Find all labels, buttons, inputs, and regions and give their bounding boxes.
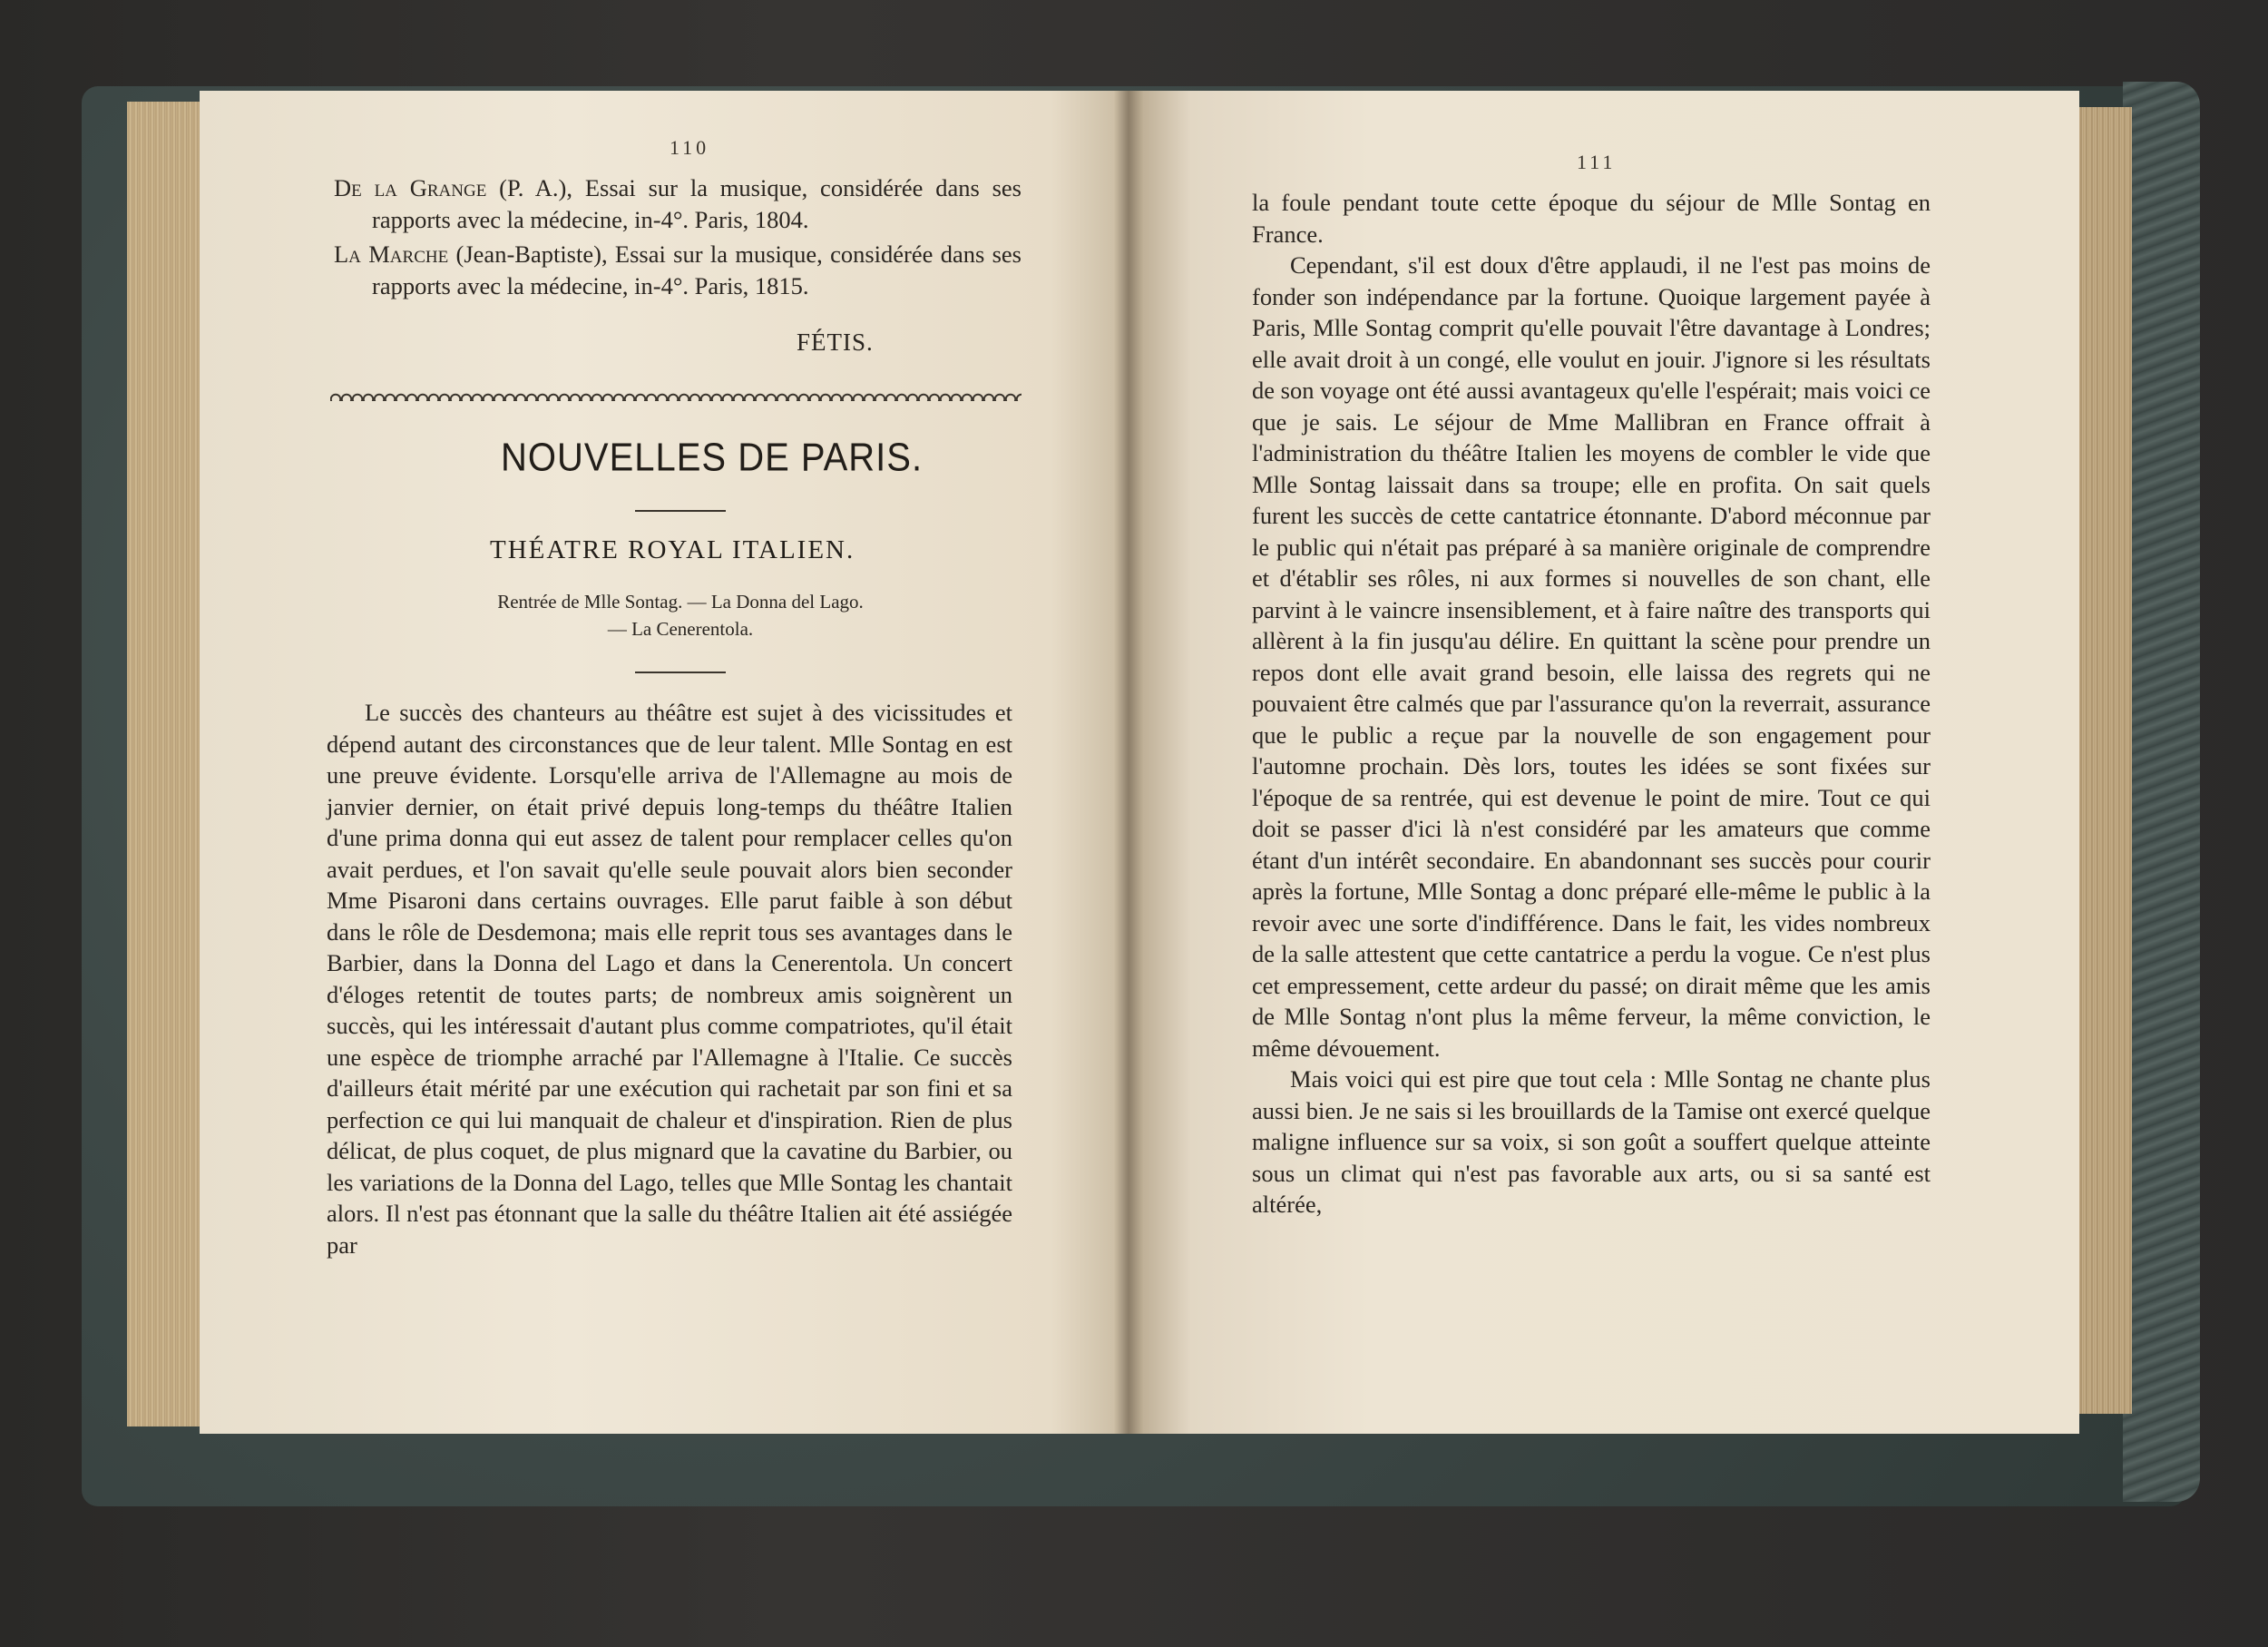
bibliography-text: (P. A.), Essai sur la musique, considérée dans ses rapports avec la médecine, in-4°. Paris, 1804. bbox=[372, 174, 1022, 233]
bibliography-entry bbox=[334, 172, 1022, 235]
author-signature: FÉTIS. bbox=[797, 328, 874, 356]
page-edges-left bbox=[127, 102, 200, 1426]
bibliography-text: (Jean-Baptiste), Essai sur la musique, considérée dans ses rapports avec la médecine, in-4°. Paris, 1815. bbox=[372, 240, 1022, 299]
article-subtitle bbox=[399, 588, 962, 642]
body-paragraph: Cependant, s'il est doux d'être applaudi, il ne l'est pas moins de fonder son indépendance par la fortune. Quoique largement payée à Paris, Mlle Sontag comprit qu'elle pouvait l'être davantage à Londres; elle avait droit à un congé, elle voulut en jouir. J'ignore si les résultats de son voyage ont été aussi avantageux qu'elle l'espérait; mais voici ce que je sais. Le séjour de Mme Mallibran en France offrait à l'administration du théâtre Italien les moyens de combler le vide que Mlle Sontag laissait dans sa troupe; elle en profita. On sait quels furent les succès de cette cantatrice étonnante. D'abord méconnue par le public qui n'était pas préparé à sa manière originale de comprendre et d'établir ses rôles, ni aux formes si nouvelles de son chant, elle parvint à le vaincre insensiblement, et à faire naître des transports qui allèrent à la fin jusqu'au délire. En quittant la scène pour prendre un repos dont elle avait grand besoin, elle laissa des regrets qui ne pouvaient être calmés que par l'assurance qu'on la reverrait, assurance que le public a reçue par la nouvelle de son engagement pour l'automne prochain. Dès lors, toutes les idées se sont fixées sur l'époque de sa rentrée, qui est devenue le point de mire. Tout ce qui doit se passer d'ici là n'est considéré par les amateurs que comme étant d'un intérêt secondaire. En abandonnant ses succès pour courir après la fortune, Mlle Sontag a donc préparé elle-même le public à la revoir avec une sorte d'indifférence. Dans le fait, les vides nombreux de la salle attestent que cette cantatrice a perdu la vogue. Ce n'est plus cet empressement, cette ardeur du passé; on dirait même que les amis de Mlle Sontag n'ont plus la même ferveur, la même conviction, le même dévouement. bbox=[1252, 251, 1931, 1062]
article-subtitle-line: — La Cenerentola. bbox=[607, 618, 754, 640]
bibliography-author: De la Grange bbox=[334, 174, 487, 201]
bibliography bbox=[334, 172, 1022, 301]
article-body-left bbox=[327, 697, 1012, 1260]
book-cover-edge bbox=[2123, 82, 2200, 1502]
bibliography-entry bbox=[334, 239, 1022, 301]
body-paragraph: Mais voici qui est pire que tout cela : Mlle Sontag ne chante plus aussi bien. Je ne sais si les brouillards de la Tamise ont exercé quelque maligne influence sur sa voix, si son goût a souffert quelque atteinte sous un climat qui n'est pas favorable aux arts, ou si sa santé est altérée, bbox=[1252, 1065, 1931, 1218]
page-number-right: 111 bbox=[1577, 151, 1617, 173]
short-rule bbox=[635, 672, 726, 673]
body-paragraph: la foule pendant toute cette époque du séjour de Mlle Sontag en France. bbox=[1252, 189, 1931, 248]
page-number-left: 110 bbox=[670, 136, 710, 159]
body-paragraph: Le succès des chanteurs au théâtre est sujet à des vicissitudes et dépend autant des circonstances que de leur talent. Mlle Sontag en est une preuve évidente. Lorsqu'elle arriva de l'Allemagne au mois de janvier dernier, on était privé depuis long-temps du théâtre Italien d'une prima donna qui eut assez de talent pour remplacer celles qu'on avait perdues, et l'on savait qu'elle seule pouvait alors bien seconder Mme Pisaroni dans certains ouvrages. Elle parut faible à son début dans le rôle de Desdemona; mais elle reprit tous ses avantages dans le Barbier, dans la Donna del Lago et dans la Cenerentola. Un concert d'éloges retentit de toutes parts; de nombreux amis soignèrent un succès, qui les intéressait d'autant plus comme compatriotes, qu'il était une espèce de triomphe arraché par l'Allemagne à l'Italie. Ce succès d'ailleurs était mérité par une exécution qui rachetait par son fini et sa perfection ce qui lui manquait de chaleur et d'inspiration. Rien de plus délicat, de plus coquet, de plus mignard que la cavatine du Barbier, ou les variations de la Donna del Lago, telles que Mlle Sontag les chantait alors. Il n'est pas étonnant que la salle du théâtre Italien ait été assiégée par bbox=[327, 699, 1012, 1259]
short-rule bbox=[635, 510, 726, 512]
book-gutter bbox=[1114, 91, 1143, 1434]
wavy-divider bbox=[330, 392, 1022, 403]
article-subtitle-line: Rentrée de Mlle Sontag. — La Donna del Lago. bbox=[497, 591, 864, 613]
section-title: NOUVELLES DE PARIS. bbox=[501, 435, 924, 480]
page-edges-right bbox=[2077, 107, 2132, 1414]
bibliography-author: La Marche bbox=[334, 240, 449, 268]
article-body-right bbox=[1252, 187, 1931, 1221]
theatre-title: THÉATRE ROYAL ITALIEN. bbox=[490, 535, 855, 564]
